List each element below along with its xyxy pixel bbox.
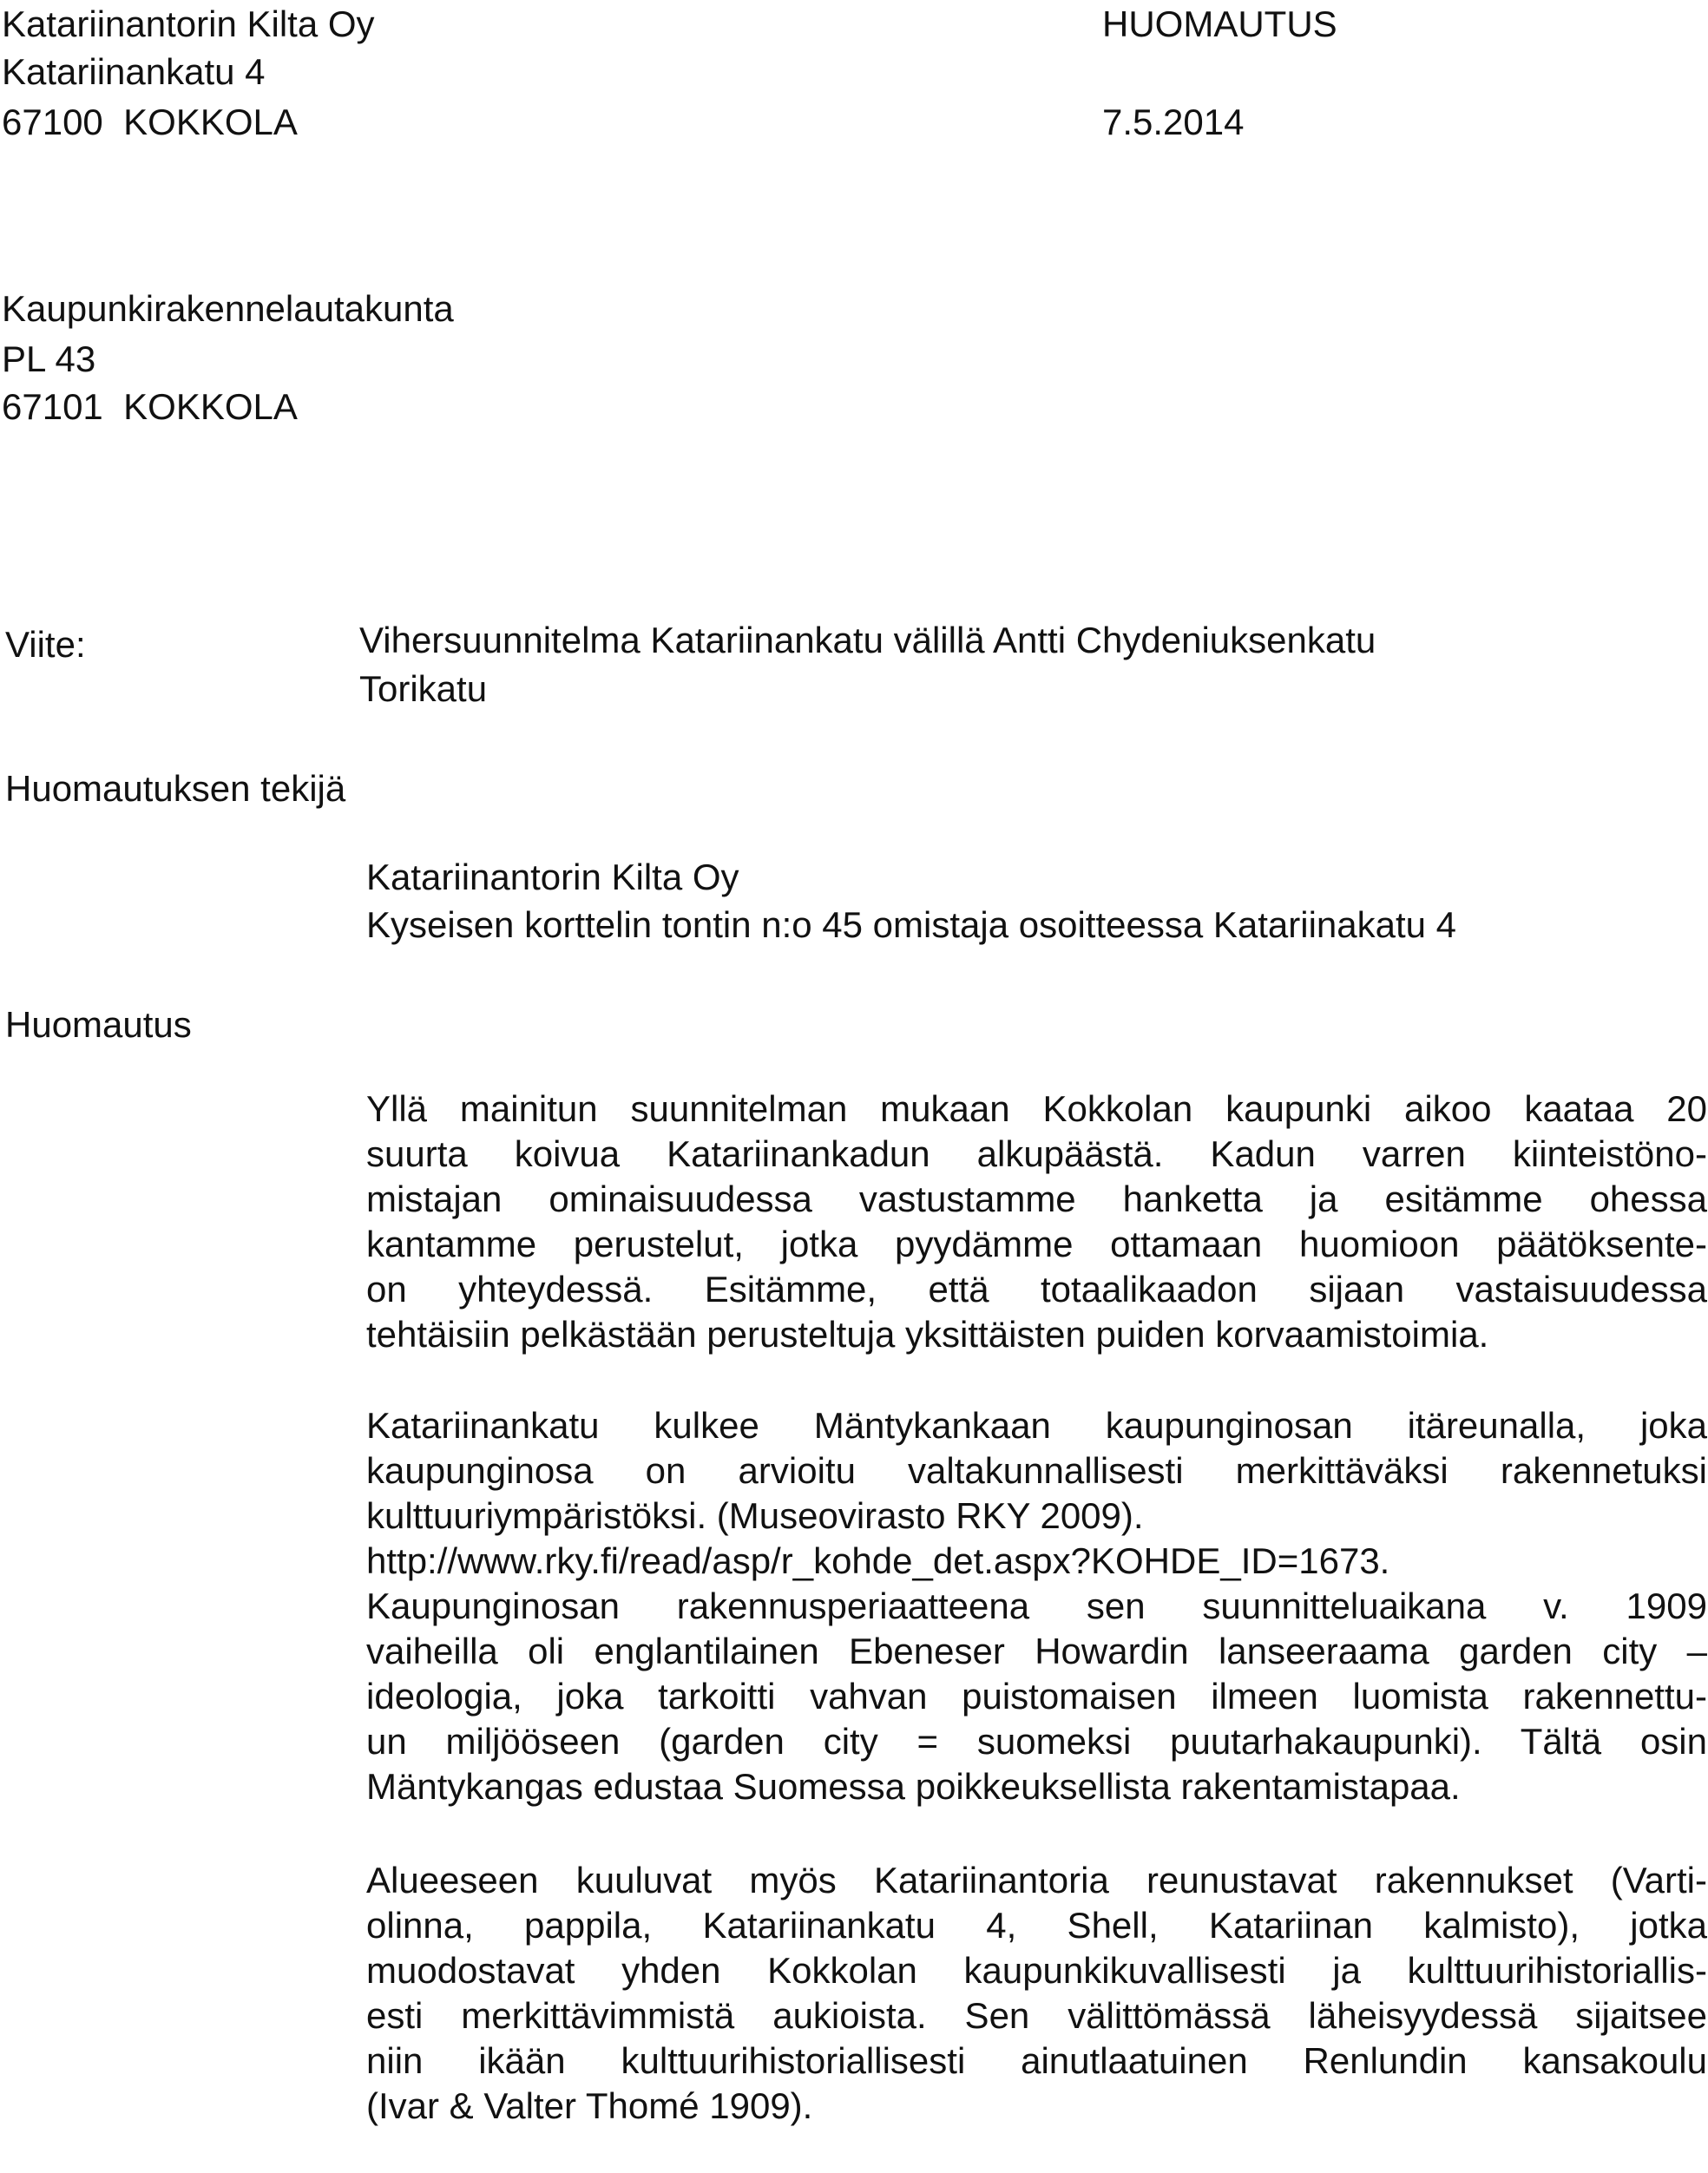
paragraph-line: un miljööseen (garden city = suomeksi puutarhakaupunki). Tältä osin	[366, 1721, 1707, 1762]
paragraph-line: niin ikään kulttuurihistoriallisesti ainutlaatuinen Renlundin kansakoulu	[366, 2040, 1707, 2081]
author-line-2: Kyseisen korttelin tontin n:o 45 omistaja osoitteessa Katariinakatu 4	[366, 904, 1457, 945]
remark-paragraph-2	[366, 1403, 1707, 1809]
remark-label: Huomautus	[5, 1004, 192, 1045]
paragraph-line: Mäntykangas edustaa Suomessa poikkeuksellista rakentamistapaa.	[366, 1766, 1461, 1807]
paragraph-line: vaiheilla oli englantilainen Ebeneser Howardin lanseeraama garden city –	[366, 1631, 1707, 1671]
recipient-box: PL 43	[2, 338, 96, 379]
paragraph-line: kaupunginosa on arvioitu valtakunnallisesti merkittäväksi rakennetuksi	[366, 1450, 1707, 1491]
sender-postal: 67100 KOKKOLA	[2, 102, 298, 142]
paragraph-line: esti merkittävimmistä aukioista. Sen välittömässä läheisyydessä sijaitsee	[366, 1995, 1707, 2036]
paragraph-line: (Ivar & Valter Thomé 1909).	[366, 2085, 813, 2126]
remark-paragraph-3	[366, 1858, 1707, 2129]
author-line-1: Katariinantorin Kilta Oy	[366, 857, 739, 897]
paragraph-line: kantamme perustelut, jotka pyydämme ottamaan huomioon päätöksente-	[366, 1224, 1707, 1264]
paragraph-line: mistajan ominaisuudessa vastustamme hanketta ja esitämme ohessa	[366, 1178, 1707, 1219]
paragraph-line: Alueeseen kuuluvat myös Katariinantoria reunustavat rakennukset (Varti-	[366, 1860, 1707, 1901]
paragraph-line: tehtäisiin pelkästään perusteltuja yksittäisten puiden korvaamistoimia.	[366, 1314, 1489, 1355]
recipient-name: Kaupunkirakennelautakunta	[2, 288, 454, 329]
paragraph-line: Katariinankatu kulkee Mäntykankaan kaupunginosan itäreunalla, joka	[366, 1405, 1707, 1446]
sender-street: Katariinankatu 4	[2, 51, 266, 92]
remark-paragraph-1	[366, 1086, 1707, 1357]
reference-label: Viite:	[5, 624, 86, 665]
paragraph-line: muodostavat yhden Kokkolan kaupunkikuvallisesti ja kulttuurihistoriallis-	[366, 1950, 1707, 1991]
paragraph-url: http://www.rky.fi/read/asp/r_kohde_det.aspx?KOHDE_ID=1673.	[366, 1540, 1390, 1581]
reference-line-2: Torikatu	[359, 668, 488, 709]
paragraph-line: ideologia, joka tarkoitti vahvan puistomaisen ilmeen luomista rakennettu-	[366, 1676, 1707, 1717]
recipient-postal: 67101 KOKKOLA	[2, 386, 298, 427]
paragraph-line: Yllä mainitun suunnitelman mukaan Kokkolan kaupunki aikoo kaataa 20	[366, 1088, 1707, 1129]
document-date: 7.5.2014	[1102, 102, 1245, 142]
paragraph-line: kulttuuriympäristöksi. (Museovirasto RKY 2009).	[366, 1495, 1144, 1536]
sender-name: Katariinantorin Kilta Oy	[2, 3, 375, 44]
reference-line-1: Vihersuunnitelma Katariinankatu välillä Antti Chydeniuksenkatu	[359, 620, 1376, 660]
paragraph-line: suurta koivua Katariinankadun alkupäästä. Kadun varren kiinteistöno-	[366, 1133, 1707, 1174]
paragraph-line: olinna, pappila, Katariinankatu 4, Shell, Katariinan kalmisto), jotka	[366, 1905, 1707, 1946]
paragraph-line: on yhteydessä. Esitämme, että totaalikaadon sijaan vastaisuudessa	[366, 1269, 1707, 1310]
document-type: HUOMAUTUS	[1102, 3, 1337, 44]
author-label: Huomautuksen tekijä	[5, 768, 346, 809]
paragraph-line: Kaupunginosan rakennusperiaatteena sen suunnitteluaikana v. 1909	[366, 1585, 1707, 1626]
